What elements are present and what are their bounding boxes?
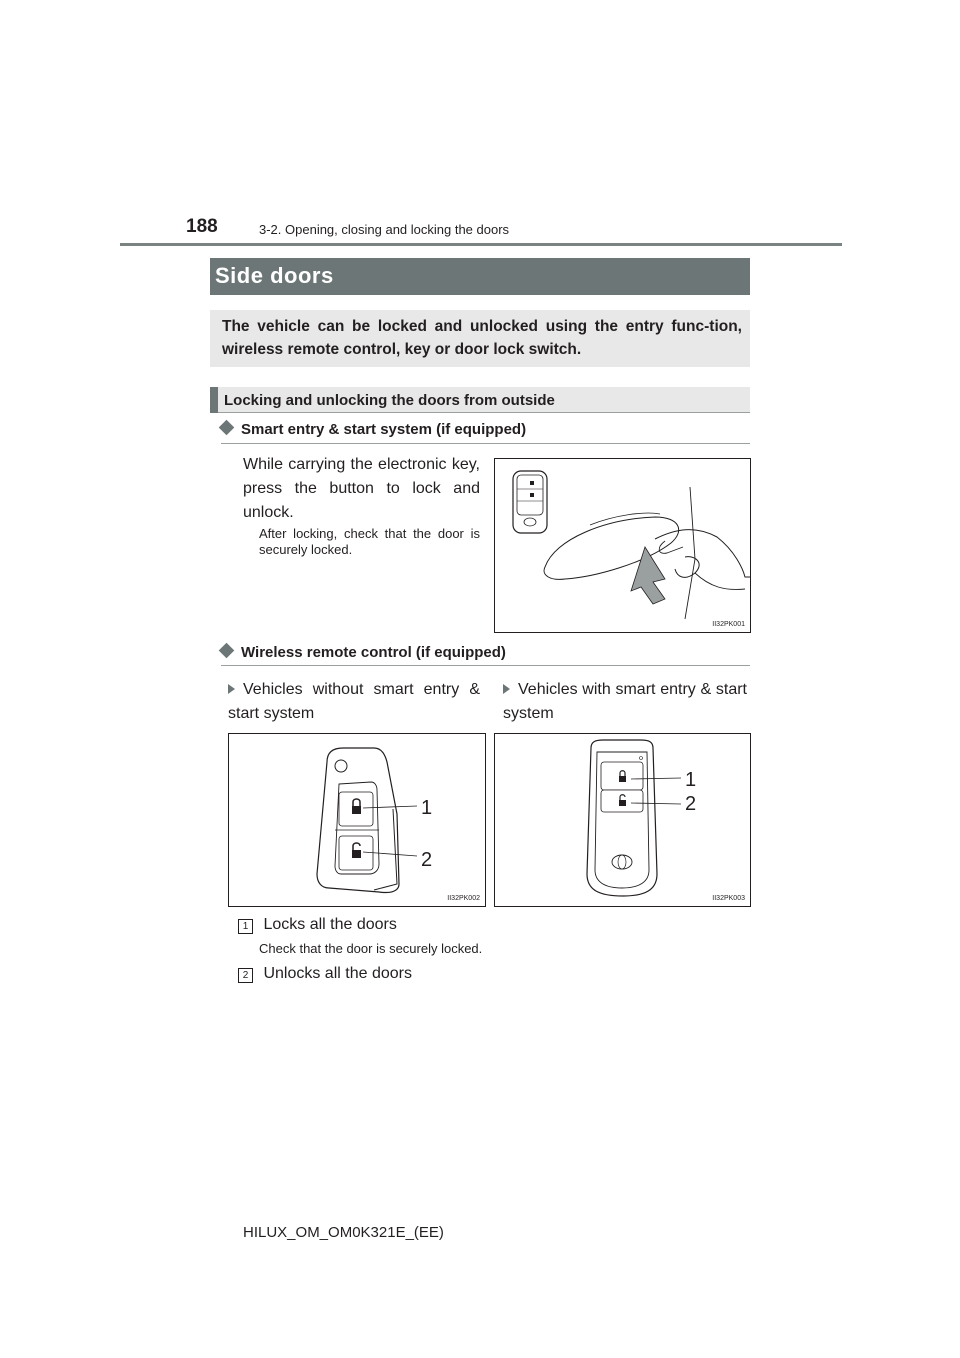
callout-1: 1 xyxy=(421,797,433,819)
flip-key-illustration xyxy=(229,734,485,906)
figure-id: II32PK002 xyxy=(447,895,480,902)
smart-entry-heading-text: Smart entry & start system (if equipped) xyxy=(241,421,527,438)
header-rule xyxy=(120,243,842,246)
legend-text: Locks all the doors xyxy=(263,916,397,933)
page-number: 188 xyxy=(186,216,218,237)
door-handle-figure xyxy=(494,458,751,633)
diamond-bullet-icon xyxy=(219,420,235,436)
wireless-heading-text: Wireless remote control (if equipped) xyxy=(241,644,506,661)
heading-rule xyxy=(221,443,750,444)
door-handle-illustration xyxy=(495,459,750,632)
legend-item-1 xyxy=(238,913,397,937)
diamond-bullet-icon xyxy=(219,643,235,659)
col-right-caption xyxy=(503,678,747,726)
callout-1: 1 xyxy=(685,769,697,791)
flip-key-figure xyxy=(228,733,486,907)
col-right-caption-text: Vehicles with smart entry & start system xyxy=(503,681,747,722)
smart-entry-body: While carrying the electronic key, press the button to lock and unlock. xyxy=(243,456,480,521)
legend-number-badge: 2 xyxy=(238,968,253,983)
smart-entry-note: After locking, check that the door is securely locked. xyxy=(259,526,480,557)
chapter-title: 3-2. Opening, closing and locking the doors xyxy=(259,222,510,237)
col-left-caption-text: Vehicles without smart entry & start system xyxy=(228,681,480,722)
callout-2: 2 xyxy=(421,849,433,871)
footer-code: HILUX_OM_OM0K321E_(EE) xyxy=(243,1224,444,1241)
col-left-caption xyxy=(228,678,480,726)
wireless-heading xyxy=(221,644,506,661)
smart-key-illustration xyxy=(495,734,750,906)
smart-entry-heading xyxy=(221,421,526,438)
figure-id: II32PK003 xyxy=(712,895,745,902)
callout-2: 2 xyxy=(685,793,697,815)
legend-item-2 xyxy=(238,962,412,986)
legend-text: Unlocks all the doors xyxy=(263,965,412,982)
legend-number-badge: 1 xyxy=(238,919,253,934)
legend-note: Check that the door is securely locked. xyxy=(259,941,483,956)
smart-key-figure xyxy=(494,733,751,907)
subsection-title: Locking and unlocking the doors from outside xyxy=(224,392,555,409)
section-title: Side doors xyxy=(215,263,334,288)
intro-text: The vehicle can be locked and unlocked using the entry func-tion, wireless remote control, key or door lock switch. xyxy=(222,318,742,358)
subsection-accent xyxy=(210,387,218,413)
triangle-bullet-icon xyxy=(228,684,235,694)
heading-rule xyxy=(221,665,750,666)
triangle-bullet-icon xyxy=(503,684,510,694)
figure-id: II32PK001 xyxy=(712,621,745,628)
